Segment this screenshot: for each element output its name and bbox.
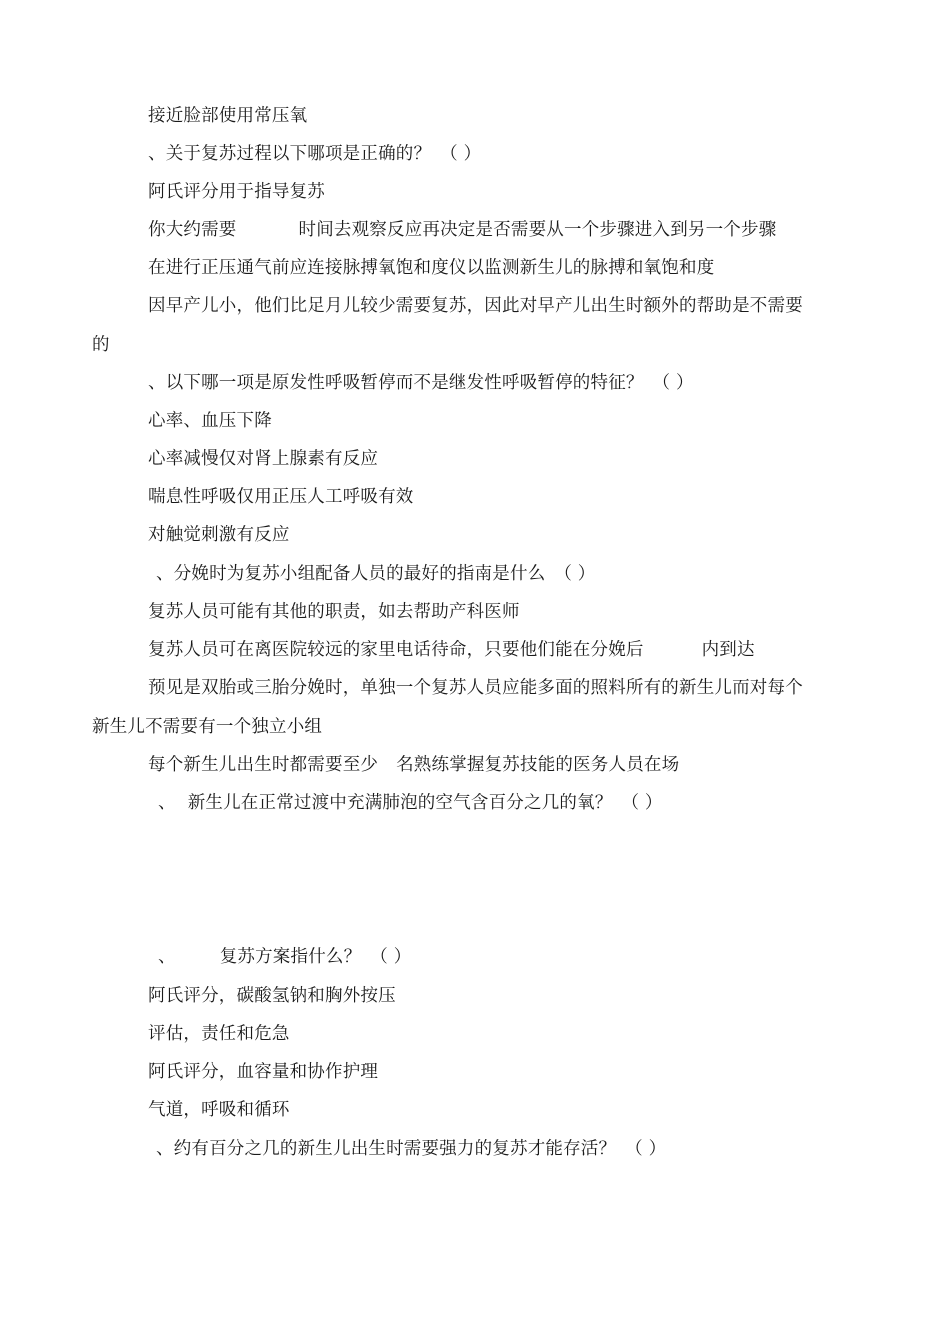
option-line: 阿氏评分，血容量和协作护理 — [148, 1062, 379, 1082]
question-line — [158, 791, 663, 815]
option-line: 在进行正压通气前应连接脉搏氧饱和度仪以监测新生儿的脉搏和氧饱和度 — [148, 258, 715, 278]
option-line: 喘息性呼吸仅用正压人工呼吸有效 — [148, 487, 414, 507]
option-line-continued: 新生儿不需要有一个独立小组 — [92, 717, 323, 737]
question-line: 、分娩时为复苏小组配备人员的最好的指南是什么 （ ） — [156, 564, 596, 584]
option-line: 评估，责任和危急 — [148, 1024, 290, 1044]
option-text-part: 名熟练掌握复苏技能的医务人员在场 — [396, 755, 680, 775]
question-line: 、以下哪一项是原发性呼吸暂停而不是继发性呼吸暂停的特征？ （ ） — [148, 373, 694, 393]
option-text-part: 时间去观察反应再决定是否需要从一个步骤进入到另一个步骤 — [298, 220, 777, 240]
option-line — [148, 753, 679, 777]
text-line: 接近脸部使用常压氧 — [148, 106, 308, 126]
option-line — [148, 218, 776, 242]
option-text-part: 你大约需要 — [148, 220, 237, 240]
option-line-continued: 的 — [92, 335, 110, 355]
question-number-mark: 、 — [158, 947, 176, 967]
option-line: 复苏人员可能有其他的职责，如去帮助产科医师 — [148, 602, 520, 622]
question-text: 复苏方案指什么？ （ ） — [219, 947, 412, 967]
question-line: 、关于复苏过程以下哪项是正确的？ （ ） — [148, 144, 482, 164]
option-line: 阿氏评分，碳酸氢钠和胸外按压 — [148, 986, 396, 1006]
option-text-part: 复苏人员可在离医院较远的家里电话待命，只要他们能在分娩后 — [148, 640, 644, 660]
option-text-part: 每个新生儿出生时都需要至少 — [148, 755, 379, 775]
option-line: 预见是双胎或三胎分娩时，单独一个复苏人员应能多面的照料所有的新生儿而对每个 — [148, 678, 803, 698]
question-text: 新生儿在正常过渡中充满肺泡的空气含百分之几的氧？ （ ） — [187, 793, 663, 813]
question-line: 、约有百分之几的新生儿出生时需要强力的复苏才能存活？ （ ） — [156, 1139, 667, 1159]
question-line — [158, 945, 411, 969]
question-number-mark: 、 — [158, 793, 176, 813]
option-line: 气道，呼吸和循环 — [148, 1100, 290, 1120]
option-text-part: 内到达 — [701, 640, 755, 660]
option-line: 对触觉刺激有反应 — [148, 525, 290, 545]
option-line — [148, 638, 755, 662]
option-line: 因早产儿小，他们比足月儿较少需要复苏，因此对早产儿出生时额外的帮助是不需要 — [148, 296, 803, 316]
option-line: 心率减慢仅对肾上腺素有反应 — [148, 449, 379, 469]
option-line: 心率、血压下降 — [148, 411, 272, 431]
option-line: 阿氏评分用于指导复苏 — [148, 182, 325, 202]
